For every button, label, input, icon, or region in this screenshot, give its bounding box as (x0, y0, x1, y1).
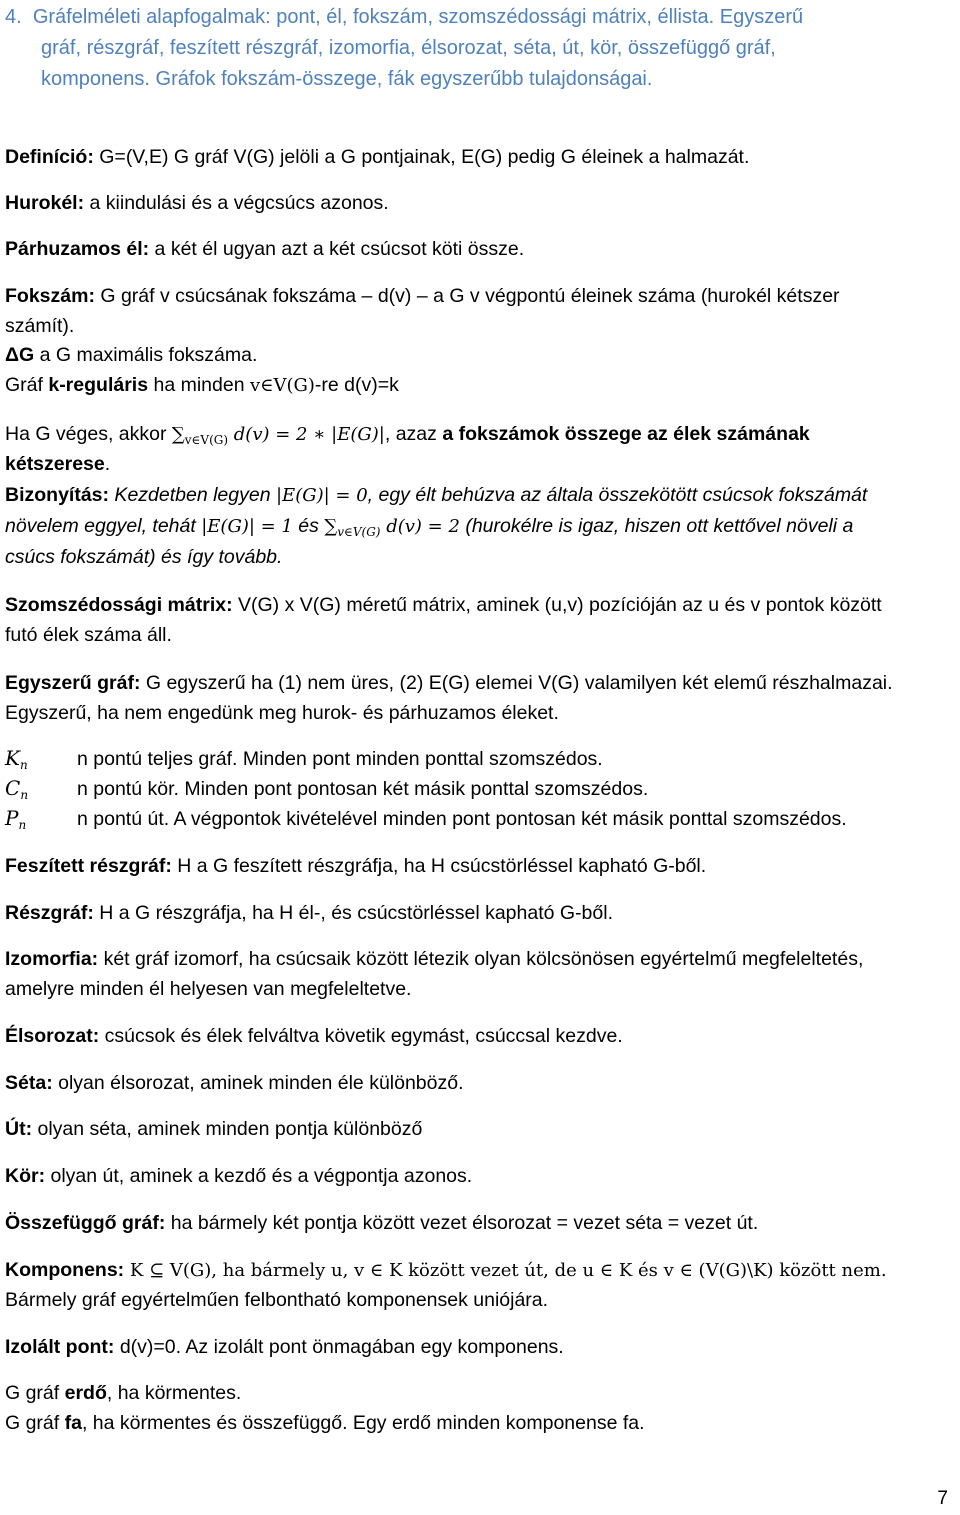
erdo-pre: G gráf (5, 1382, 65, 1404)
veges-bold-2: kétszerese (5, 453, 105, 475)
bizonyitas-line-3 (5, 542, 282, 572)
reszgraf-label: Részgráf: (5, 902, 94, 924)
szomszedossagi-line-2: futó élek száma áll. (5, 624, 172, 646)
izolalt-line (5, 1332, 564, 1362)
veges-line-2 (5, 449, 110, 479)
komponens-line-2: Bármely gráf egyértelműen felbontható komponensek uniójára. (5, 1289, 549, 1311)
erdo-bold: erdő (64, 1382, 107, 1404)
izomorfia-line-2: amelyre minden él helyesen van megfeleltetve. (5, 978, 412, 1000)
hurokel-line (5, 188, 389, 218)
ut-line (5, 1114, 422, 1144)
komp-math: K ⊆ V(G), ha bármely u, v ∈ K között vezet út, de u ∈ K és v ∈ (V(G)\K) között nem. (124, 1260, 887, 1281)
definition-label: Definíció: (5, 146, 94, 168)
veges-pre: Ha G véges, akkor (5, 423, 172, 445)
biz-sum-symbol: ∑ (324, 516, 338, 537)
pn-text: n pontú út. A végpontok kivételével minden pont pontosan két másik ponttal szomszédos. (77, 808, 847, 830)
veges-mid: , azaz (384, 423, 443, 445)
osszefuggo-line (5, 1208, 758, 1238)
sum-subscript: v∈V(G) (184, 433, 229, 447)
elsorozat-label: Élsorozat: (5, 1025, 100, 1047)
ut-label: Út: (5, 1118, 33, 1140)
szomszedossagi-line-1 (5, 590, 882, 620)
definition-line (5, 142, 749, 172)
fesz-text: H a G feszített részgráfja, ha H csúcstörléssel kapható G-ből. (171, 855, 707, 877)
elsorozat-line (5, 1021, 623, 1051)
szomszedossagi-label: Szomszédossági mátrix: (5, 594, 233, 616)
elsor-text: csúcsok és élek felváltva követik egymást, csúccsal kezdve. (99, 1025, 623, 1047)
kor-line (5, 1161, 472, 1191)
erdo-post: , ha körmentes. (106, 1382, 242, 1404)
kregularis-line (5, 370, 399, 401)
ossz-text: ha bármely két pontja között vezet élsorozat = vezet séta = vezet út. (165, 1212, 759, 1234)
page-number: 7 (937, 1488, 948, 1509)
pn-line (5, 803, 847, 840)
fa-bold: fa (64, 1412, 82, 1434)
izomorfia-label: Izomorfia: (5, 948, 99, 970)
biz-text-1a: Kezdetben legyen (109, 484, 276, 506)
reszgraf-line (5, 898, 613, 928)
kreg-math: v∈V(G) (249, 375, 315, 396)
feszitett-line (5, 851, 706, 881)
biz-text-2c: (hurokélre is igaz, hiszen ott kettővel növeli a (459, 515, 854, 537)
izo-text-1: két gráf izomorf, ha csúcsaik között létezik olyan kölcsönösen egyértelmű megfeleltetés, (98, 948, 864, 970)
hurokel-text: a kiindulási és a végcsúcs azonos. (84, 192, 389, 214)
seta-text: olyan élsorozat, aminek minden éle különböző. (52, 1072, 464, 1094)
biz-text-1b: , egy élt behúzva az általa összekötött csúcsok fokszámát (367, 484, 868, 506)
bizonyitas-label: Bizonyítás: (5, 484, 110, 506)
egyszeru-label: Egyszerű gráf: (5, 672, 141, 694)
osszefuggo-label: Összefüggő gráf: (5, 1212, 166, 1234)
pn-symbol: $P_n$ (5, 806, 27, 832)
kreg-pre: Gráf (5, 374, 49, 396)
veges-line-1 (5, 419, 810, 455)
fokszam-line-1 (5, 281, 840, 311)
veges-math: d(v) = 2 ∗ |E(G)| (228, 424, 385, 445)
heading-text-1: Gráfelméleti alapfogalmak: pont, él, fokszám, szomszédossági mátrix, éllista. Egyszerű (32, 6, 804, 28)
kreg-mid: ha minden (148, 374, 250, 396)
izomorfia-line-1 (5, 944, 863, 974)
izolalt-text: d(v)=0. Az izolált pont önmagában egy komponens. (114, 1336, 564, 1358)
biz-text-2b: és (292, 515, 325, 537)
sum-symbol: ∑ (171, 424, 185, 445)
parhuzamos-text: a két él ugyan azt a két csúcsot köti össze. (149, 238, 525, 260)
fa-line (5, 1408, 645, 1438)
cn-text: n pontú kör. Minden pont pontosan két másik ponttal szomszédos. (77, 778, 649, 800)
fokszam-line-2: számít). (5, 315, 75, 337)
kn-text: n pontú teljes gráf. Minden pont minden ponttal szomszédos. (77, 748, 603, 770)
biz-math-3: d(v) = 2 (380, 516, 460, 537)
feszitett-label: Feszített részgráf: (5, 855, 172, 877)
fa-post: , ha körmentes és összefüggő. Egy erdő minden komponense fa. (81, 1412, 645, 1434)
veges-end: . (104, 453, 111, 475)
section-heading-line-1 (5, 2, 803, 32)
biz-text-3: csúcs fokszámát) és így tovább. (5, 546, 283, 568)
section-heading-line-2: gráf, részgráf, feszített részgráf, izomorfia, élsorozat, séta, út, kör, összefüggő gráf, (41, 37, 776, 59)
kor-label: Kör: (5, 1165, 46, 1187)
kreg-label: k-reguláris (48, 374, 149, 396)
hurokel-label: Hurokél: (5, 192, 85, 214)
biz-math-1: |E(G)| = 0 (275, 485, 368, 506)
izolalt-label: Izolált pont: (5, 1336, 115, 1358)
fokszam-label: Fokszám: (5, 285, 95, 307)
komponens-label: Komponens: (5, 1259, 125, 1281)
erdo-line (5, 1378, 241, 1408)
parhuzamos-line (5, 234, 524, 264)
fokszam-text-1: G gráf v csúcsának fokszáma – d(v) – a G v végpontú éleinek száma (hurokél kétszer (94, 285, 840, 307)
section-heading-line-3: komponens. Gráfok fokszám-összege, fák egyszerűbb tulajdonságai. (41, 68, 653, 90)
biz-text-2a: növelem eggyel, tehát (5, 515, 202, 537)
kor-text: olyan út, aminek a kezdő és a végpontja azonos. (45, 1165, 473, 1187)
definition-text: G=(V,E) G gráf V(G) jelöli a G pontjainak, E(G) pedig G éleinek a halmazát. (93, 146, 750, 168)
kreg-post: -re d(v)=k (314, 374, 399, 396)
cn-symbol: $C_n$ (5, 776, 29, 802)
seta-label: Séta: (5, 1072, 53, 1094)
delta-label: ΔG (5, 344, 35, 366)
delta-text: a G maximális fokszáma. (34, 344, 258, 366)
komponens-line-1 (5, 1255, 887, 1286)
section-number: 4. (5, 6, 22, 28)
parhuzamos-label: Párhuzamos él: (5, 238, 150, 260)
egysz-text-1: G egyszerű ha (1) nem üres, (2) E(G) elemei V(G) valamilyen két elemű részhalmazai. (140, 672, 893, 694)
kn-symbol: $K_n$ (5, 746, 28, 772)
egyszeru-line-2: Egyszerű, ha nem engedünk meg hurok- és párhuzamos éleket. (5, 702, 559, 724)
seta-line (5, 1068, 464, 1098)
delta-line (5, 340, 257, 370)
biz-sum-subscript: v∈V(G) (337, 525, 381, 539)
bizonyitas-line-1 (5, 480, 867, 511)
egyszeru-line-1 (5, 668, 893, 698)
szom-text-1: V(G) x V(G) méretű mátrix, aminek (u,v) pozícióján az u és v pontok között (232, 594, 882, 616)
resz-text: H a G részgráfja, ha H él-, és csúcstörléssel kapható G-ből. (93, 902, 613, 924)
veges-bold: a fokszámok összege az élek számának (442, 423, 810, 445)
ut-text: olyan séta, aminek minden pontja különböző (32, 1118, 423, 1140)
fa-pre: G gráf (5, 1412, 65, 1434)
biz-math-2: |E(G)| = 1 (201, 516, 293, 537)
